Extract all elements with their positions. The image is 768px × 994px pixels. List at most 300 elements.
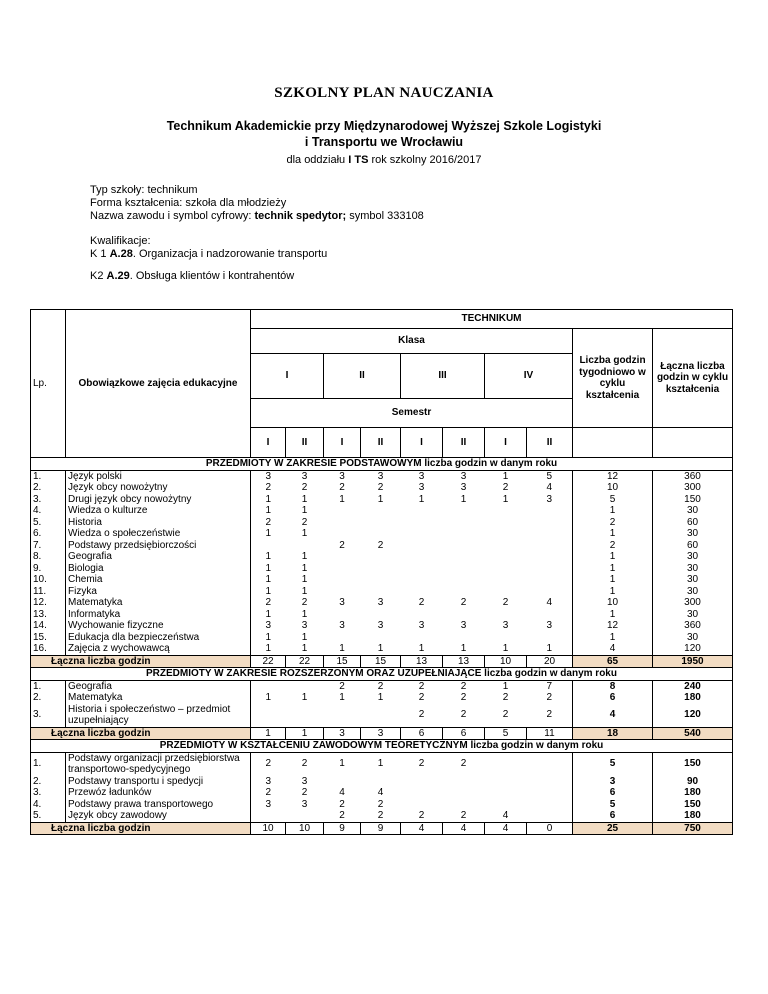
table-row bbox=[31, 692, 733, 704]
row-semester-hours bbox=[485, 574, 527, 586]
row-semester-hours: 2 bbox=[502, 692, 509, 703]
row-semester-hours: 1 bbox=[265, 643, 272, 654]
sum-row bbox=[31, 727, 733, 740]
row-semester-hours: 4 bbox=[527, 482, 573, 494]
header-klasa: Klasa bbox=[251, 329, 573, 354]
row-semester-hours: 2 bbox=[265, 758, 272, 770]
row-semester-hours: 3 bbox=[377, 470, 384, 482]
row-weekly: 4 bbox=[573, 704, 653, 728]
table-row bbox=[31, 540, 733, 552]
row-semester-hours: 2 bbox=[418, 597, 425, 608]
row-semester-hours: 4 bbox=[527, 597, 573, 609]
k1-code: A.28 bbox=[109, 248, 133, 260]
section-heading-row bbox=[31, 668, 733, 681]
row-total: 30 bbox=[653, 574, 733, 586]
row-semester-hours bbox=[361, 609, 401, 621]
row-semester-hours: 3 bbox=[301, 620, 308, 631]
row-semester-hours bbox=[324, 776, 361, 788]
row-semester-hours: 2 bbox=[265, 516, 272, 528]
row-semester-hours bbox=[485, 632, 527, 644]
row-semester-hours bbox=[251, 680, 286, 692]
header-semester: I bbox=[401, 428, 443, 458]
row-total: 120 bbox=[653, 643, 733, 655]
row-semester-hours: 1 bbox=[460, 643, 467, 654]
row-semester-hours: 1 bbox=[265, 585, 272, 597]
school-name bbox=[0, 118, 768, 150]
branch-line bbox=[0, 154, 768, 166]
row-subject: Informatyka bbox=[66, 609, 251, 621]
row-semester-hours bbox=[527, 632, 573, 644]
row-semester-hours bbox=[286, 680, 324, 692]
school-name-line1: Technikum Akademickie przy Międzynarodowej Wyższej Szkole Logistyki bbox=[166, 119, 602, 133]
row-semester-hours: 1 bbox=[301, 493, 308, 505]
row-semester-hours bbox=[324, 586, 361, 598]
row-semester-hours bbox=[485, 551, 527, 563]
row-semester-hours: 2 bbox=[377, 680, 384, 692]
sum-weekly: 18 bbox=[573, 727, 653, 740]
header-class-3: III bbox=[401, 354, 485, 399]
row-weekly: 10 bbox=[573, 482, 653, 494]
profession-label: Nazwa zawodu i symbol cyfrowy: bbox=[90, 210, 255, 222]
header-semestr: Semestr bbox=[251, 399, 573, 428]
row-weekly: 1 bbox=[573, 551, 653, 563]
row-subject: Fizyka bbox=[66, 586, 251, 598]
row-semester-hours: 3 bbox=[265, 775, 272, 787]
row-total: 300 bbox=[653, 482, 733, 494]
row-semester-hours bbox=[443, 776, 485, 788]
row-semester-hours bbox=[527, 586, 573, 598]
sum-semester-hours: 22 bbox=[286, 655, 324, 668]
row-total: 180 bbox=[653, 810, 733, 822]
table-row bbox=[31, 597, 733, 609]
row-semester-hours bbox=[401, 609, 443, 621]
row-semester-hours: 1 bbox=[265, 528, 272, 539]
row-total: 120 bbox=[653, 704, 733, 728]
sum-semester-hours: 1 bbox=[251, 727, 286, 740]
row-semester-hours: 3 bbox=[418, 620, 425, 631]
row-weekly: 4 bbox=[573, 643, 653, 655]
row-semester-hours: 3 bbox=[527, 620, 573, 632]
row-lp: 3. bbox=[31, 494, 66, 506]
row-semester-hours: 3 bbox=[339, 597, 345, 608]
row-subject: Zajęcia z wychowawcą bbox=[66, 643, 251, 655]
header-semester: II bbox=[361, 428, 401, 458]
row-subject: Podstawy przedsiębiorczości bbox=[66, 540, 251, 552]
row-semester-hours: 2 bbox=[460, 597, 467, 608]
table-row bbox=[31, 517, 733, 529]
row-semester-hours: 2 bbox=[339, 680, 345, 692]
sum-semester-hours: 1 bbox=[286, 727, 324, 740]
table-row bbox=[31, 470, 733, 482]
row-semester-hours bbox=[527, 752, 573, 776]
sum-semester-hours: 3 bbox=[361, 727, 401, 740]
row-weekly: 1 bbox=[573, 632, 653, 644]
table-row bbox=[31, 752, 733, 776]
row-semester-hours: 1 bbox=[301, 692, 308, 703]
k1-name: . Organizacja i nadzorowanie transportu bbox=[132, 248, 328, 260]
row-semester-hours bbox=[361, 505, 401, 517]
table-row bbox=[31, 799, 733, 811]
row-semester-hours bbox=[401, 551, 443, 563]
row-weekly: 5 bbox=[573, 799, 653, 811]
row-semester-hours bbox=[443, 551, 485, 563]
row-lp: 7. bbox=[31, 540, 66, 552]
row-semester-hours: 2 bbox=[418, 758, 425, 770]
row-semester-hours: 2 bbox=[377, 798, 384, 810]
table-row bbox=[31, 482, 733, 494]
sum-semester-hours: 4 bbox=[485, 822, 527, 835]
row-semester-hours: 1 bbox=[339, 758, 345, 770]
row-semester-hours bbox=[443, 517, 485, 529]
row-lp: 2. bbox=[31, 776, 66, 788]
row-semester-hours bbox=[485, 528, 527, 540]
row-semester-hours: 1 bbox=[265, 608, 272, 620]
header-total: Łączna liczba godzin w cyklu kształcenia bbox=[653, 329, 733, 428]
sum-semester-hours: 0 bbox=[527, 822, 573, 835]
table-row bbox=[31, 620, 733, 632]
row-semester-hours bbox=[361, 586, 401, 598]
row-semester-hours: 2 bbox=[502, 597, 509, 608]
row-semester-hours: 2 bbox=[460, 758, 467, 770]
sum-weekly: 25 bbox=[573, 822, 653, 835]
row-semester-hours bbox=[361, 776, 401, 788]
table-row bbox=[31, 643, 733, 655]
row-semester-hours: 1 bbox=[265, 562, 272, 574]
row-semester-hours: 3 bbox=[301, 775, 308, 787]
row-semester-hours: 2 bbox=[265, 787, 272, 798]
row-semester-hours: 1 bbox=[377, 643, 384, 654]
row-weekly: 2 bbox=[573, 517, 653, 529]
row-semester-hours: 3 bbox=[377, 620, 384, 631]
header-semester: II bbox=[443, 428, 485, 458]
row-semester-hours: 5 bbox=[527, 470, 573, 482]
row-total: 60 bbox=[653, 517, 733, 529]
row-weekly: 6 bbox=[573, 810, 653, 822]
row-total: 240 bbox=[653, 680, 733, 692]
row-semester-hours bbox=[361, 704, 401, 728]
section-heading-row bbox=[31, 740, 733, 753]
row-semester-hours: 1 bbox=[301, 562, 308, 574]
row-total: 150 bbox=[653, 752, 733, 776]
row-subject: Podstawy prawa transportowego bbox=[66, 799, 251, 811]
row-semester-hours bbox=[401, 574, 443, 586]
row-lp: 6. bbox=[31, 528, 66, 540]
row-semester-hours: 2 bbox=[339, 482, 345, 493]
row-semester-hours bbox=[361, 632, 401, 644]
row-lp: 1. bbox=[31, 470, 66, 482]
sum-semester-hours: 9 bbox=[324, 822, 361, 835]
row-semester-hours bbox=[324, 517, 361, 529]
row-semester-hours bbox=[324, 574, 361, 586]
row-semester-hours: 2 bbox=[502, 709, 509, 721]
row-semester-hours: 1 bbox=[502, 680, 509, 692]
qualification-k1 bbox=[90, 248, 327, 261]
table-row bbox=[31, 528, 733, 540]
sum-semester-hours: 15 bbox=[324, 655, 361, 668]
row-semester-hours: 1 bbox=[377, 758, 384, 770]
row-semester-hours bbox=[527, 787, 573, 799]
section-heading: PRZEDMIOTY W KSZTAŁCENIU ZAWODOWYM TEORETYCZNYM liczba godzin w danym roku bbox=[31, 740, 733, 753]
row-subject: Przewóz ładunków bbox=[66, 787, 251, 799]
table-row bbox=[31, 505, 733, 517]
row-total: 60 bbox=[653, 540, 733, 552]
row-lp: 4. bbox=[31, 505, 66, 517]
table-row bbox=[31, 574, 733, 586]
row-total: 150 bbox=[653, 799, 733, 811]
row-weekly: 12 bbox=[573, 620, 653, 632]
k2-code: A.29 bbox=[106, 270, 130, 282]
row-semester-hours: 2 bbox=[301, 787, 308, 798]
row-lp: 15. bbox=[31, 632, 66, 644]
row-lp: 5. bbox=[31, 810, 66, 822]
row-semester-hours: 2 bbox=[301, 758, 308, 770]
sum-semester-hours: 9 bbox=[361, 822, 401, 835]
row-lp: 4. bbox=[31, 799, 66, 811]
qualifications bbox=[90, 235, 327, 261]
row-subject: Chemia bbox=[66, 574, 251, 586]
header-class-1: I bbox=[251, 354, 324, 399]
row-total: 90 bbox=[653, 776, 733, 788]
row-lp: 11. bbox=[31, 586, 66, 598]
row-total: 180 bbox=[653, 787, 733, 799]
row-total: 360 bbox=[653, 620, 733, 632]
sum-weekly: 65 bbox=[573, 655, 653, 668]
school-name-line2: i Transportu we Wrocławiu bbox=[304, 135, 464, 149]
row-subject: Język obcy nowożytny bbox=[66, 482, 251, 494]
row-semester-hours: 3 bbox=[460, 470, 467, 482]
header-semester: II bbox=[286, 428, 324, 458]
table-row bbox=[31, 632, 733, 644]
row-lp: 2. bbox=[31, 482, 66, 494]
row-semester-hours bbox=[361, 517, 401, 529]
row-lp: 3. bbox=[31, 704, 66, 728]
row-semester-hours bbox=[324, 505, 361, 517]
row-semester-hours: 2 bbox=[377, 810, 384, 821]
row-lp: 14. bbox=[31, 620, 66, 632]
row-semester-hours: 2 bbox=[460, 810, 467, 821]
school-type: Typ szkoły: technikum bbox=[90, 184, 198, 196]
row-semester-hours: 3 bbox=[265, 620, 272, 631]
sum-semester-hours: 4 bbox=[443, 822, 485, 835]
row-total: 30 bbox=[653, 632, 733, 644]
row-semester-hours: 1 bbox=[418, 493, 425, 505]
header-empty bbox=[653, 428, 733, 458]
row-subject: Wychowanie fizyczne bbox=[66, 620, 251, 632]
row-semester-hours: 7 bbox=[527, 680, 573, 692]
row-semester-hours bbox=[485, 776, 527, 788]
table-row bbox=[31, 810, 733, 822]
curriculum-table bbox=[30, 309, 733, 835]
row-semester-hours bbox=[401, 632, 443, 644]
table-row bbox=[31, 609, 733, 621]
row-semester-hours bbox=[286, 810, 324, 822]
qualification-k2 bbox=[90, 270, 294, 282]
sum-label: Łączna liczba godzin bbox=[31, 822, 251, 835]
row-lp: 8. bbox=[31, 551, 66, 563]
sum-total: 1950 bbox=[653, 655, 733, 668]
header-class-4: IV bbox=[485, 354, 573, 399]
row-semester-hours bbox=[443, 505, 485, 517]
row-semester-hours: 3 bbox=[460, 620, 467, 631]
row-semester-hours: 3 bbox=[301, 470, 308, 482]
row-weekly: 8 bbox=[573, 680, 653, 692]
row-lp: 9. bbox=[31, 563, 66, 575]
row-lp: 1. bbox=[31, 680, 66, 692]
row-total: 180 bbox=[653, 692, 733, 704]
row-subject: Historia i społeczeństwo – przedmiot uzupełniający bbox=[66, 704, 251, 728]
school-info bbox=[90, 184, 424, 223]
row-semester-hours: 1 bbox=[301, 608, 308, 620]
section-heading: PRZEDMIOTY W ZAKRESIE PODSTAWOWYM liczba godzin w danym roku bbox=[31, 458, 733, 471]
sum-semester-hours: 6 bbox=[443, 727, 485, 740]
sum-semester-hours: 13 bbox=[401, 655, 443, 668]
section-heading-row bbox=[31, 458, 733, 471]
row-weekly: 10 bbox=[573, 597, 653, 609]
row-semester-hours bbox=[324, 528, 361, 540]
row-semester-hours bbox=[324, 609, 361, 621]
education-form: Forma kształcenia: szkoła dla młodzieży bbox=[90, 197, 287, 209]
sum-label: Łączna liczba godzin bbox=[31, 655, 251, 668]
sum-semester-hours: 11 bbox=[527, 727, 573, 740]
row-semester-hours: 3 bbox=[502, 620, 509, 631]
row-total: 300 bbox=[653, 597, 733, 609]
row-weekly: 1 bbox=[573, 505, 653, 517]
row-semester-hours: 3 bbox=[265, 470, 272, 482]
row-semester-hours: 1 bbox=[339, 692, 345, 703]
row-semester-hours bbox=[401, 540, 443, 552]
row-semester-hours bbox=[443, 609, 485, 621]
row-semester-hours: 1 bbox=[460, 493, 467, 505]
row-lp: 16. bbox=[31, 643, 66, 655]
row-lp: 5. bbox=[31, 517, 66, 529]
row-semester-hours: 1 bbox=[527, 643, 573, 655]
row-weekly: 1 bbox=[573, 609, 653, 621]
row-semester-hours: 3 bbox=[377, 597, 384, 608]
row-semester-hours bbox=[324, 563, 361, 575]
row-semester-hours bbox=[251, 540, 286, 552]
row-subject: Podstawy transportu i spedycji bbox=[66, 776, 251, 788]
row-semester-hours: 4 bbox=[502, 810, 509, 821]
row-semester-hours: 1 bbox=[502, 643, 509, 654]
row-semester-hours bbox=[443, 563, 485, 575]
row-semester-hours bbox=[443, 586, 485, 598]
table-row bbox=[31, 776, 733, 788]
row-semester-hours bbox=[251, 704, 286, 728]
row-semester-hours: 2 bbox=[265, 482, 272, 493]
row-semester-hours bbox=[485, 787, 527, 799]
table-body bbox=[31, 458, 733, 835]
row-semester-hours bbox=[443, 528, 485, 540]
sum-semester-hours: 20 bbox=[527, 655, 573, 668]
row-semester-hours bbox=[485, 505, 527, 517]
row-lp: 12. bbox=[31, 597, 66, 609]
row-semester-hours bbox=[286, 540, 324, 552]
row-semester-hours bbox=[401, 787, 443, 799]
row-semester-hours bbox=[324, 704, 361, 728]
row-semester-hours bbox=[443, 540, 485, 552]
sum-row bbox=[31, 822, 733, 835]
table-row bbox=[31, 551, 733, 563]
sum-semester-hours: 5 bbox=[485, 727, 527, 740]
row-subject: Geografia bbox=[66, 551, 251, 563]
header-technikum: TECHNIKUM bbox=[251, 310, 733, 329]
row-total: 30 bbox=[653, 586, 733, 598]
row-total: 30 bbox=[653, 528, 733, 540]
row-semester-hours: 4 bbox=[339, 787, 345, 798]
k1-prefix: K 1 bbox=[90, 248, 110, 260]
row-semester-hours bbox=[401, 517, 443, 529]
row-semester-hours bbox=[361, 563, 401, 575]
row-semester-hours: 1 bbox=[301, 551, 308, 562]
sum-semester-hours: 3 bbox=[324, 727, 361, 740]
row-semester-hours bbox=[361, 551, 401, 563]
row-semester-hours bbox=[527, 810, 573, 822]
row-semester-hours: 2 bbox=[460, 709, 467, 721]
row-semester-hours: 4 bbox=[377, 787, 384, 798]
sum-semester-hours: 22 bbox=[251, 655, 286, 668]
row-semester-hours: 3 bbox=[301, 798, 308, 810]
sum-semester-hours: 13 bbox=[443, 655, 485, 668]
row-semester-hours: 1 bbox=[377, 692, 384, 703]
sum-semester-hours: 10 bbox=[251, 822, 286, 835]
sum-semester-hours: 10 bbox=[485, 655, 527, 668]
branch-suffix: rok szkolny 2016/2017 bbox=[368, 154, 482, 166]
row-semester-hours: 1 bbox=[265, 631, 272, 643]
row-semester-hours bbox=[527, 609, 573, 621]
row-weekly: 12 bbox=[573, 470, 653, 482]
row-semester-hours: 1 bbox=[418, 643, 425, 654]
row-semester-hours bbox=[527, 574, 573, 586]
row-subject: Matematyka bbox=[66, 692, 251, 704]
row-weekly: 1 bbox=[573, 574, 653, 586]
section-heading: PRZEDMIOTY W ZAKRESIE ROZSZERZONYM ORAZ UZUPEŁNIAJĄCE liczba godzin w danym roku bbox=[31, 668, 733, 681]
row-semester-hours: 2 bbox=[527, 704, 573, 728]
row-subject: Język polski bbox=[66, 470, 251, 482]
row-subject: Historia bbox=[66, 517, 251, 529]
row-weekly: 1 bbox=[573, 528, 653, 540]
row-subject: Wiedza o kulturze bbox=[66, 505, 251, 517]
k2-prefix: K2 bbox=[90, 270, 107, 282]
row-semester-hours bbox=[443, 787, 485, 799]
row-semester-hours: 2 bbox=[460, 692, 467, 703]
row-subject: Geografia bbox=[66, 680, 251, 692]
row-semester-hours: 2 bbox=[339, 798, 345, 810]
row-semester-hours: 2 bbox=[502, 482, 509, 493]
row-weekly: 3 bbox=[573, 776, 653, 788]
row-semester-hours: 1 bbox=[502, 493, 509, 505]
profession-symbol: symbol 333108 bbox=[346, 210, 424, 222]
row-semester-hours bbox=[401, 505, 443, 517]
row-subject: Wiedza o społeczeństwie bbox=[66, 528, 251, 540]
row-semester-hours bbox=[401, 799, 443, 811]
row-semester-hours bbox=[251, 810, 286, 822]
row-semester-hours bbox=[485, 799, 527, 811]
row-weekly: 2 bbox=[573, 540, 653, 552]
header-lp: Lp. bbox=[31, 310, 66, 458]
row-semester-hours bbox=[361, 528, 401, 540]
row-semester-hours: 1 bbox=[301, 574, 308, 585]
row-weekly: 6 bbox=[573, 692, 653, 704]
row-total: 150 bbox=[653, 494, 733, 506]
row-semester-hours: 1 bbox=[265, 493, 272, 505]
sum-semester-hours: 6 bbox=[401, 727, 443, 740]
row-subject: Biologia bbox=[66, 563, 251, 575]
row-subject: Drugi język obcy nowożytny bbox=[66, 494, 251, 506]
row-semester-hours: 2 bbox=[418, 692, 425, 703]
row-total: 30 bbox=[653, 563, 733, 575]
table-row bbox=[31, 704, 733, 728]
header-subject: Obowiązkowe zajęcia edukacyjne bbox=[66, 310, 251, 458]
